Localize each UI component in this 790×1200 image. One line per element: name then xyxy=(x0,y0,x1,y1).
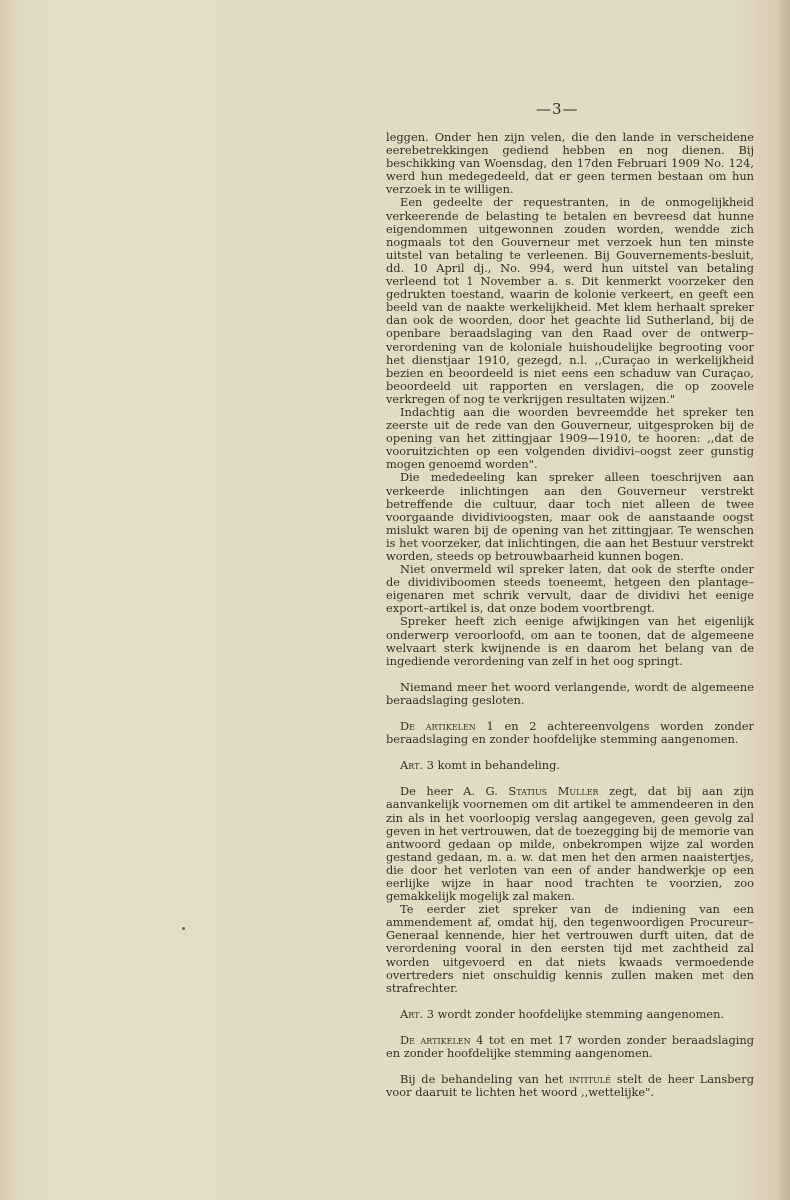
paragraph-intitule: Bij de behandeling van het intitulé stelt de heer Lansberg voor daaruit te lichten het woord ,,wettelijke". xyxy=(386,1072,754,1100)
paragraph-1: leggen. Onder hen zijn velen, die den lande in verscheidene eerebetrekkingen gediend hebben en nog dienen. Bij beschikking van Woensdag, den 17den Februari 1909 No. 124, werd hun medegedeeld, dat er geen termen bestaan om hun verzoek in te willigen. xyxy=(386,130,754,197)
paragraph-articles-1-2: De artikelen 1 en 2 achtereenvolgens worden zonder beraadslaging en zonder hoofdelijke stemming aangenomen. xyxy=(386,719,754,747)
paragraph-2: Een gedeelte der requestranten, in de onmogelijkheid verkeerende de belasting te betalen en bevreesd dat hunne eigendommen uitgewonnen zouden worden, wendde zich nogmaals tot den Gouverneur met verzoek hun ten minste uitstel van betaling te verleenen. Bij Gouvernements-besluit, dd. 10 April dj., No. 994, werd hun uitstel van betaling verleend tot 1 November a. s. Dit kenmerkt voorzeker den gedrukten toestand, waarin de kolonie verkeert, en geeft een beeld van de naakte werkelijkheid. Met klem herhaalt spreker dan ook de woorden, door het geachte lid Sutherland, bij de openbare beraadslaging van den Raad over de ontwerp–verordening van de koloniale huishoudelijke begrooting voor het dienstjaar 1910, gezegd, n.l. ,,Curaçao in werkelijkheid bezien en beoordeeld is niet eens een schaduw van Curaçao, beoordeeld uit rapporten en verslagen, die op zoovele verkregen of nog te verkrijgen resultaten wijzen." xyxy=(386,195,754,406)
paragraph-art-3-heading: Art. 3 komt in behandeling. xyxy=(400,758,560,773)
ink-speck xyxy=(182,927,185,930)
paragraph-ammendement: Te eerder ziet spreker van de indiening van een ammendement af, omdat hij, den tegenwoordigen Procureur–Generaal kennende, hier het vertrouwen durft uiten, dat de verordening vooral in den eersten tijd met zachtheid zal worden uitgevoerd en dat niets kwaads vermoedende overtreders niet onschuldig kennis zullen maken met den strafrechter. xyxy=(386,902,754,995)
paragraph-3: Indachtig aan die woorden bevreemdde het spreker ten zeerste uit de rede van den Gouverneur, uitgesproken bij de opening van het zittingjaar 1909—1910, te hooren: ,,dat de vooruitzichten op een volgenden dividivi–oogst zeer gunstig mogen genoemd worden". xyxy=(386,404,754,472)
paragraph-4: Die mededeeling kan spreker alleen toeschrijven aan verkeerde inlichtingen aan den Gouverneur verstrekt betreffende die cultuur, daar toch niet alleen de twee voorgaande dividivioogsten, maar ook de aanstaande oogst mislukt waren bij de opening van het zittingjaar. Te wenschen is het voorzeker, dat inlichtingen, die aan het Bestuur verstrekt worden, steeds op betrouwbaarheid kunnen bogen. xyxy=(386,470,754,563)
paragraph-articles-4-17: De artikelen 4 tot en met 17 worden zonder beraadslaging en zonder hoofdelijke stemming aangenomen. xyxy=(386,1032,755,1060)
page-number: —3— xyxy=(536,100,579,118)
text-column xyxy=(386,131,754,1099)
paragraph-6: Spreker heeft zich eenige afwijkingen van het eigenlijk onderwerp veroorloofd, om aan te toonen, dat de algemeene welvaart sterk kwijnende is en daarom het belang van de ingediende verordening van zelf in het oog springt. xyxy=(386,614,754,668)
paragraph-art-3-adopted: Art. 3 wordt zonder hoofdelijke stemming aangenomen. xyxy=(400,1006,725,1021)
page-edge-shadow xyxy=(776,0,790,1200)
paragraph-closing-debate: Niemand meer het woord verlangende, wordt de algemeene beraadslaging gesloten. xyxy=(386,679,754,707)
paragraph-statius-muller: De heer A. G. Statius Muller zegt, dat bij aan zijn aanvankelijk voornemen om dit artikel te ammendeeren in den zin als in het voorloopig verslag aangegeven, geen gevolg zal geven in het vertrouwen, dat de toezegging bij de memorie van antwoord gedaan op milde, onbekrompen wijze zal worden gestand gedaan, m. a. w. dat men het den armen naaistertjes, die door het verloten van een of ander handwerkje op een eerlijke wijze in haar nood trachten te voorzien, zoo gemakkelijk mogelijk zal maken. xyxy=(386,784,755,904)
paragraph-5: Niet onvermeld wil spreker laten, dat ook de sterfte onder de dividiviboomen steeds toeneemt, hetgeen den plantage–eigenaren met schrik vervult, daar de dividivi het eenige export–artikel is, dat onze bodem voortbrengt. xyxy=(386,562,754,616)
